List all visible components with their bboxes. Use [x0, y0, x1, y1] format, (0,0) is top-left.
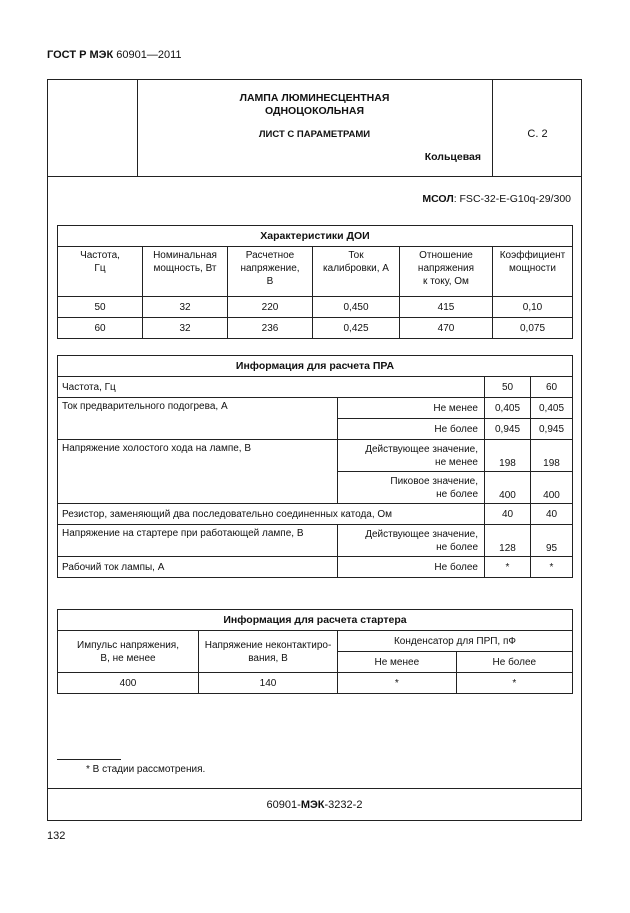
sheet-code-suffix: -3232-2 — [324, 799, 363, 811]
pra-operating-current-label: Рабочий ток лампы, А — [58, 557, 338, 578]
sheet-label: ЛИСТ С ПАРАМЕТРАМИ — [258, 129, 371, 140]
table-row — [58, 525, 573, 557]
pra-table — [57, 355, 573, 578]
standard-number: 60901—2011 — [113, 49, 182, 61]
pra-condition: Не более — [338, 419, 485, 440]
doi-header-voltage: Расчетное напряжение, В — [228, 247, 313, 297]
doi-cell: 470 — [400, 318, 493, 339]
pra-cell: 400 — [485, 472, 531, 504]
pra-cell: 198 — [485, 440, 531, 472]
starter-cell: 140 — [199, 673, 338, 694]
doi-cell: 60 — [58, 318, 143, 339]
starter-header-min: Не менее — [338, 652, 457, 673]
pra-ocv-label: Напряжение холостого хода на лампе, В — [58, 440, 338, 504]
starter-title: Информация для расчета стартера — [58, 610, 573, 631]
pra-starter-voltage-label: Напряжение на стартере при работающей лампе, В — [58, 525, 338, 557]
doi-header-current: Ток калибровки, А — [313, 247, 400, 297]
pra-cell: * — [485, 557, 531, 578]
pra-cell: 0,405 — [485, 398, 531, 419]
pra-cell: 0,945 — [531, 419, 573, 440]
doi-title: Характеристики ДОИ — [58, 226, 573, 247]
page-number: 132 — [47, 830, 66, 842]
doi-table — [57, 225, 573, 339]
pra-frequency-label: Частота, Гц — [58, 377, 485, 398]
table-row — [58, 377, 573, 398]
pra-cell: 60 — [531, 377, 573, 398]
title-right-cell — [492, 80, 582, 176]
starter-header-voltage: Напряжение неконтактиро- вания, В — [199, 631, 338, 673]
sheet-title-block — [48, 80, 581, 177]
doi-cell: 50 — [58, 297, 143, 318]
pra-condition: Действующее значение, не более — [338, 525, 485, 557]
doi-cell: 32 — [143, 318, 228, 339]
pra-condition: Не менее — [338, 398, 485, 419]
pra-title: Информация для расчета ПРА — [58, 356, 573, 377]
lamp-shape: Кольцевая — [424, 151, 481, 163]
pra-preheat-label: Ток предварительного подогрева, А — [58, 398, 338, 440]
table-row — [58, 297, 573, 318]
table-row — [58, 318, 573, 339]
pra-cell: 400 — [531, 472, 573, 504]
doi-cell: 0,425 — [313, 318, 400, 339]
pra-condition: Действующее значение, не менее — [338, 440, 485, 472]
pra-cell: 128 — [485, 525, 531, 557]
doi-cell: 415 — [400, 297, 493, 318]
starter-cell: * — [338, 673, 457, 694]
doi-header-row — [58, 247, 573, 297]
sheet-page: С. 2 — [527, 128, 548, 140]
standard-header — [47, 49, 182, 61]
doi-header-power-factor: Коэффициент мощности — [493, 247, 573, 297]
standard-code: ГОСТ Р МЭК — [47, 49, 114, 61]
sheet-code — [47, 799, 582, 811]
pra-cell: 95 — [531, 525, 573, 557]
pra-resistor-label: Резистор, заменяющий два последовательно соединенных катода, Ом — [58, 504, 485, 525]
pra-condition: Не более — [338, 557, 485, 578]
doi-cell: 0,450 — [313, 297, 400, 318]
doi-header-ratio: Отношение напряжения к току, Ом — [400, 247, 493, 297]
starter-cell: * — [456, 673, 572, 694]
doi-cell: 32 — [143, 297, 228, 318]
title-left-cell — [48, 80, 138, 176]
pra-cell: 50 — [485, 377, 531, 398]
mcol-value: : FSC-32-E-G10q-29/300 — [453, 193, 571, 205]
table-row — [58, 440, 573, 472]
starter-header-capacitor: Конденсатор для ПРП, пФ — [338, 631, 573, 652]
lamp-title — [138, 92, 491, 118]
starter-header-row — [58, 631, 573, 652]
lamp-title-line1: ЛАМПА ЛЮМИНЕСЦЕНТНАЯ — [239, 92, 390, 104]
mcol-label: МСОЛ — [422, 193, 454, 205]
doi-header-power: Номинальная мощность, Вт — [143, 247, 228, 297]
starter-table — [57, 609, 573, 694]
pra-cell: 40 — [531, 504, 573, 525]
title-center-cell — [138, 80, 491, 176]
starter-header-pulse: Импульс напряжения, В, не менее — [58, 631, 199, 673]
pra-condition: Пиковое значение, не более — [338, 472, 485, 504]
sheet-code-prefix: 60901- — [266, 799, 301, 811]
pra-cell: * — [531, 557, 573, 578]
mcol-designation — [422, 193, 571, 205]
table-row — [58, 673, 573, 694]
sheet-code-org: МЭК — [300, 799, 325, 811]
doi-cell: 0,075 — [493, 318, 573, 339]
doi-header-frequency: Частота, Гц — [58, 247, 143, 297]
footnote: * В стадии рассмотрения. — [86, 764, 206, 775]
pra-cell: 0,405 — [531, 398, 573, 419]
pra-cell: 40 — [485, 504, 531, 525]
starter-cell: 400 — [58, 673, 199, 694]
doi-cell: 220 — [228, 297, 313, 318]
table-row — [58, 557, 573, 578]
doi-cell: 236 — [228, 318, 313, 339]
pra-cell: 0,945 — [485, 419, 531, 440]
doi-cell: 0,10 — [493, 297, 573, 318]
pra-cell: 198 — [531, 440, 573, 472]
lamp-title-line2: ОДНОЦОКОЛЬНАЯ — [264, 105, 365, 117]
table-row — [58, 504, 573, 525]
starter-header-max: Не более — [456, 652, 572, 673]
sheet-footer — [47, 788, 582, 821]
table-row — [58, 398, 573, 419]
footnote-rule — [57, 759, 121, 760]
